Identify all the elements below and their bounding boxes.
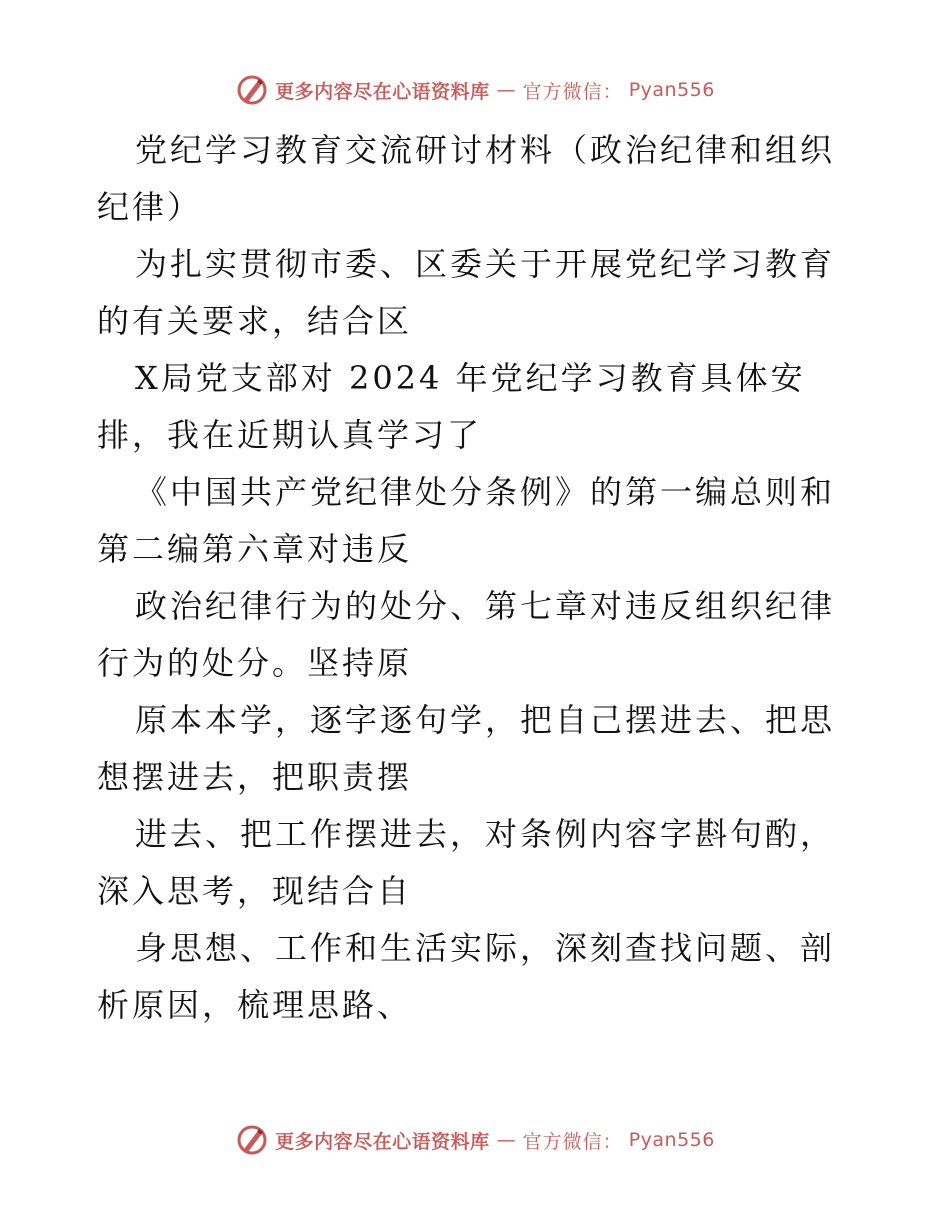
watermark-id: Pyan556: [628, 1129, 715, 1151]
watermark-dash: —: [496, 1129, 516, 1151]
watermark-dash: —: [496, 79, 516, 101]
document-body: [97, 122, 852, 1034]
paragraph: 政治纪律行为的处分、第七章对违反组织纪律行为的处分。坚持原: [97, 587, 836, 682]
watermark-id: Pyan556: [628, 79, 715, 101]
footer-watermark: [0, 1120, 950, 1160]
paragraph: 原本本学，逐字逐句学，把自己摆进去、把思想摆进去，把职责摆: [97, 701, 836, 796]
document-title: 党纪学习教育交流研讨材料（政治纪律和组织纪律）: [97, 131, 836, 226]
paragraph: 为扎实贯彻市委、区委关于开展党纪学习教育的有关要求，结合区: [97, 245, 836, 340]
paragraph: 身思想、工作和生活实际，深刻查找问题、剖析原因，梳理思路、: [97, 929, 836, 1024]
pen-circle-logo-icon: [235, 1123, 269, 1157]
watermark-text: 更多内容尽在心语资料库: [275, 1130, 490, 1153]
watermark-label: 官方微信：: [522, 1130, 623, 1153]
paragraph: 《中国共产党纪律处分条例》的第一编总则和第二编第六章对违反: [97, 473, 836, 568]
paragraph: X局党支部对 2024 年党纪学习教育具体安排，我在近期认真学习了: [97, 359, 806, 454]
watermark-text: 更多内容尽在心语资料库: [275, 80, 490, 103]
pen-circle-logo-icon: [235, 73, 269, 107]
header-watermark: [0, 70, 950, 110]
watermark-label: 官方微信：: [522, 80, 623, 103]
paragraph: 进去、把工作摆进去，对条例内容字斟句酌，深入思考，现结合自: [97, 815, 836, 910]
